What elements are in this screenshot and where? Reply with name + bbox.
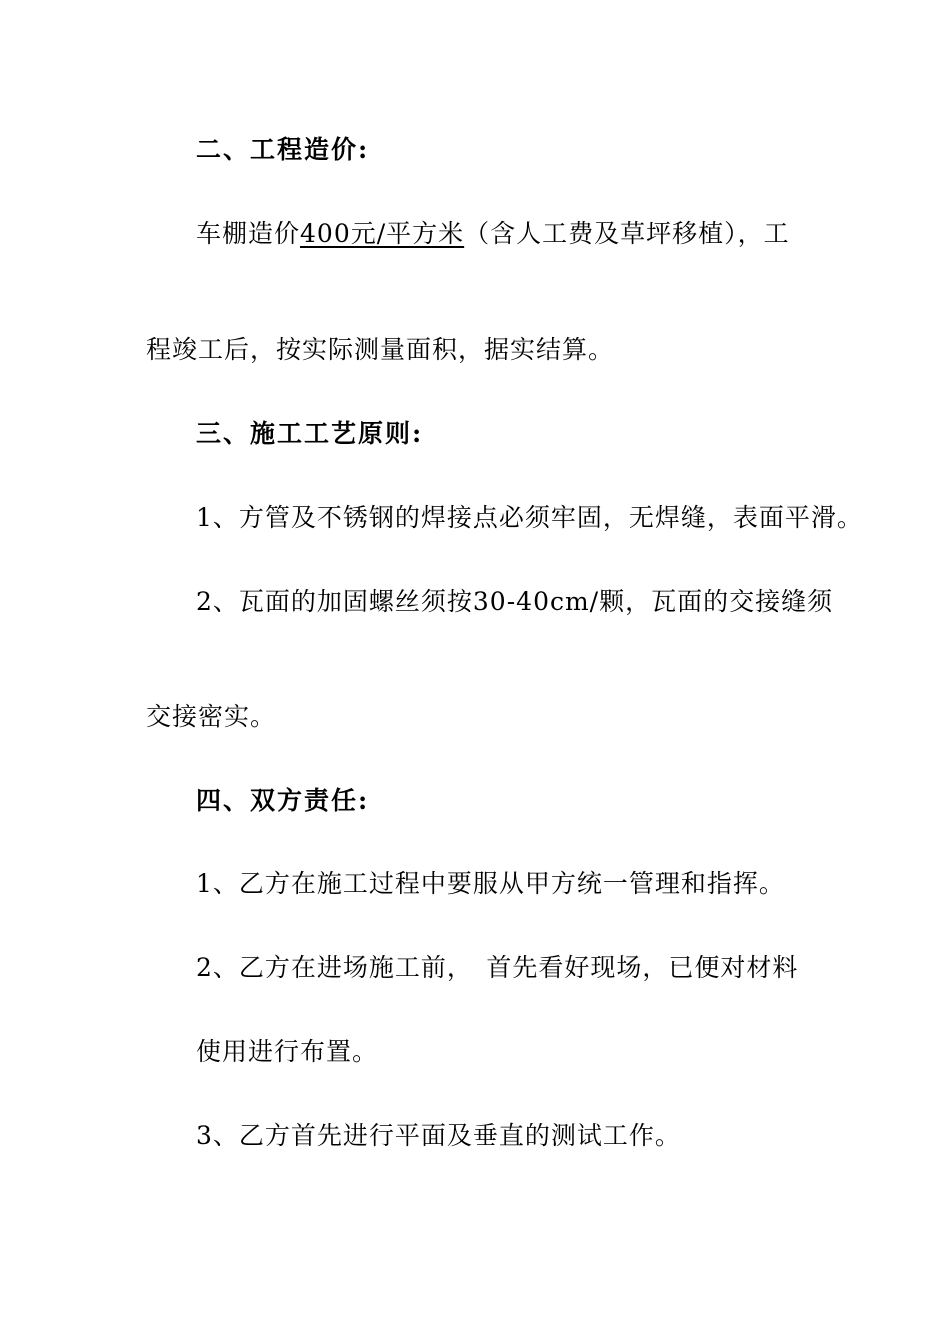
section-3-item-2-line-2: 交接密实。 (146, 702, 277, 731)
section-4-heading: 四、双方责任: (196, 786, 370, 815)
price-note: （含人工费及草坪移植），工 (464, 219, 790, 248)
section-4-item-2-line-2: 使用进行布置。 (196, 1037, 379, 1066)
section-4-item-3: 3、乙方首先进行平面及垂直的测试工作。 (196, 1121, 681, 1150)
section-2-paragraph-line-1 (196, 217, 790, 251)
section-4-item-1: 1、乙方在施工过程中要服从甲方统一管理和指挥。 (196, 869, 785, 898)
section-3-heading: 三、施工工艺原则: (196, 419, 424, 448)
price-intro: 车棚造价 (196, 219, 301, 248)
section-3-item-2-line-1: 2、瓦面的加固螺丝须按30-40cm/颗，瓦面的交接缝须 (196, 587, 834, 616)
section-2-heading: 二、工程造价: (196, 135, 370, 164)
section-4-item-2-line-1: 2、乙方在进场施工前， 首先看好现场，已便对材料 (196, 953, 799, 982)
section-3-item-1: 1、方管及不锈钢的焊接点必须牢固，无焊缝，表面平滑。 (196, 503, 863, 532)
section-2-paragraph-line-2: 程竣工后，按实际测量面积，据实结算。 (146, 335, 615, 364)
price-value: 400元/平方米 (300, 219, 465, 248)
